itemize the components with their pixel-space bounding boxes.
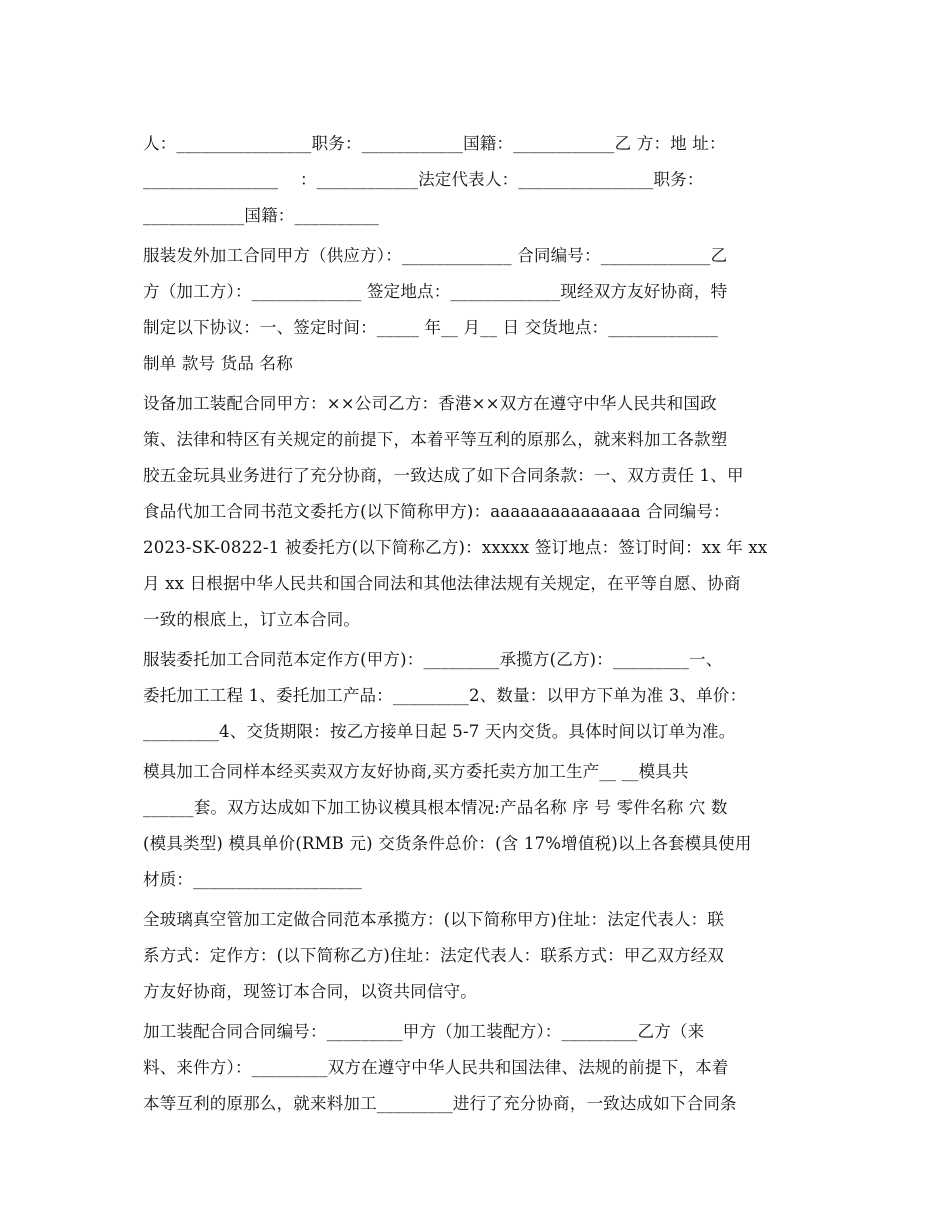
paragraph-garment-commission xyxy=(143,642,813,750)
text-line: 方（加工方）：_____________ 签定地点：_____________现经双方友好协商，特 xyxy=(143,282,728,301)
paragraph-garment-outsourcing xyxy=(143,238,813,382)
text-line: 加工装配合同合同编号：_________甲方（加工装配方）：_________乙方（来 xyxy=(143,1022,705,1041)
text-line: 服装发外加工合同甲方（供应方）：_____________ 合同编号：_____________乙 xyxy=(143,246,728,265)
text-line: 系方式：定作方：(以下简称乙方)住址：法定代表人：联系方式：甲乙双方经双 xyxy=(143,946,725,965)
text-line: 一致的根底上，订立本合同。 xyxy=(143,610,361,629)
text-line: 服装委托加工合同范本定作方(甲方)：_________承揽方(乙方)：_________一、 xyxy=(143,650,723,669)
paragraph-party-info xyxy=(143,126,813,234)
text-line: ________________ ：____________法定代表人：________________职务： xyxy=(143,170,704,189)
text-line: 料、来件方）：_________双方在遵守中华人民共和国法律、法规的前提下，本着 xyxy=(143,1058,729,1077)
text-line: _________4、交货期限：按乙方接单日起 5-7 天内交货。具体时间以订单为准。 xyxy=(143,722,736,741)
text-line: 人：________________职务：____________国籍：____________乙 方：地 址： xyxy=(143,134,726,153)
text-line: 2023-SK-0822-1 被委托方(以下简称乙方)：xxxxx 签订地点：签订时间：xx 年 xx xyxy=(143,538,768,557)
paragraph-mold-processing xyxy=(143,754,813,898)
text-line: 月 xx 日根据中华人民共和国合同法和其他法律法规有关规定，在平等自愿、协商 xyxy=(143,574,741,593)
text-line: 全玻璃真空管加工定做合同范本承揽方：(以下简称甲方)住址：法定代表人：联 xyxy=(143,910,725,929)
text-line: (模具类型) 模具单价(RMB 元) 交货条件总价：(含 17%增值税)以上各套模具使用 xyxy=(143,834,752,853)
text-line: 模具加工合同样本经买卖双方友好协商,买方委托卖方加工生产__ __模具共 xyxy=(143,762,689,781)
text-line: 本等互利的原那么，就来料加工_________进行了充分协商，一致达成如下合同条 xyxy=(143,1094,737,1113)
paragraph-equipment-assembly xyxy=(143,386,813,638)
text-line: 方友好协商，现签订本合同，以资共同信守。 xyxy=(143,982,477,1001)
text-line: 制单 款号 货品 名称 xyxy=(143,354,293,373)
text-line: ____________国籍：__________ xyxy=(143,206,379,225)
paragraph-processing-assembly xyxy=(143,1014,813,1122)
text-line: 策、法律和特区有关规定的前提下，本着平等互利的原那么，就来料加工各款塑 xyxy=(143,430,728,449)
text-line: ______套。双方达成如下加工协议模具根本情况:产品名称 序 号 零件名称 穴 数 xyxy=(143,798,728,817)
paragraph-glass-vacuum-tube xyxy=(143,902,813,1010)
text-line: 胶五金玩具业务进行了充分协商，一致达成了如下合同条款：一、双方责任 1、甲 xyxy=(143,466,744,485)
text-line: 制定以下协议：一、签定时间：_____ 年__ 月__ 日 交货地点：_____________ xyxy=(143,318,719,337)
text-line: 委托加工工程 1、委托加工产品：_________2、数量：以甲方下单为准 3、单价： xyxy=(143,686,747,705)
text-line: 设备加工装配合同甲方：××公司乙方：香港××双方在遵守中华人民共和国政 xyxy=(143,394,717,413)
text-line: 食品代加工合同书范文委托方(以下简称甲方)：aaaaaaaaaaaaaaa 合同编号： xyxy=(143,502,730,521)
document-body xyxy=(143,126,813,1126)
text-line: 材质：____________________ xyxy=(143,870,363,889)
